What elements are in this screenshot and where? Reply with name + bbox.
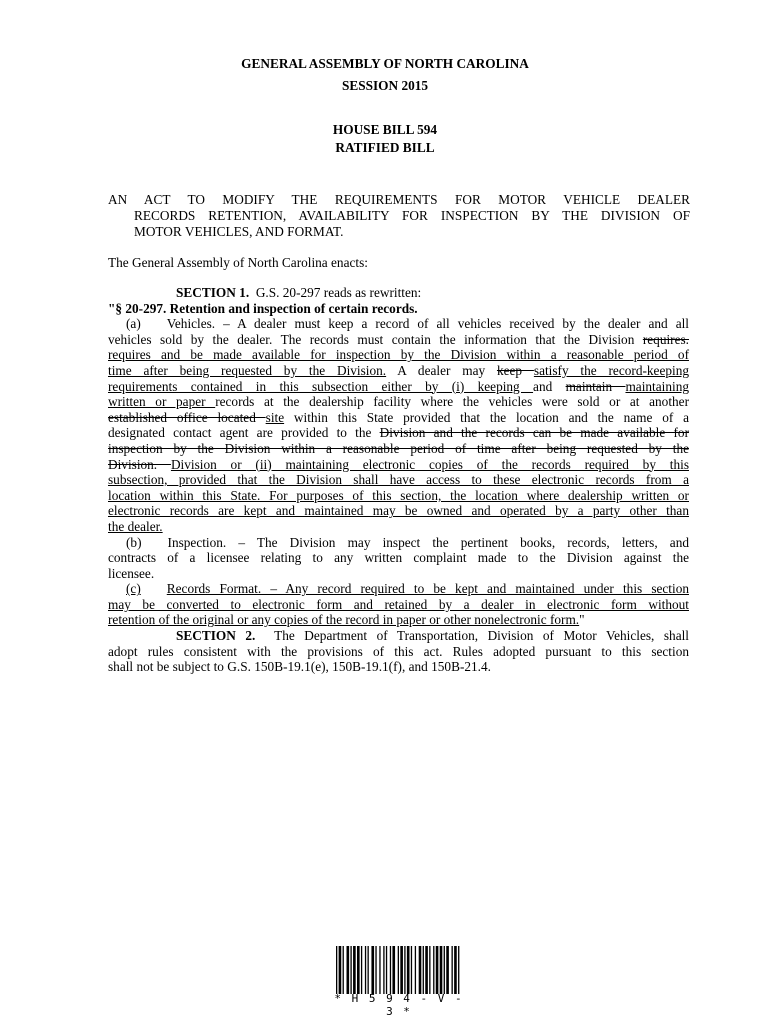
inserted-text: written or paper (108, 394, 216, 410)
bill-number: HOUSE BILL 594 (332, 122, 438, 137)
section-1-label: SECTION 1. (176, 285, 250, 300)
barcode-bar (368, 946, 369, 994)
barcode-bar (357, 946, 360, 994)
open-quote: " (108, 300, 116, 316)
subsection-a-line: location within this State. For purposes of this section, the location where dealership written or (108, 487, 689, 503)
subsection-c-line: may be converted to electronic form and retained by a dealer in electronic form without (108, 596, 689, 612)
deleted-text: requires. (642, 331, 689, 347)
subsection-a-marker: (a) (126, 316, 141, 332)
barcode-bar (458, 946, 459, 994)
barcode-bar (390, 946, 391, 994)
section-2-label: SECTION 2. (176, 628, 256, 644)
subsection-a-line: electronic records are kept and maintained may be owned and operated by a party other than (108, 503, 689, 519)
subsection-a-line: requires and be made available for inspection by the Division within a reasonable period of (108, 347, 689, 363)
barcode-bar (379, 946, 380, 994)
section-2-line: SECTION 2. The Department of Transportation, Division of Motor Vehicles, shall (176, 628, 689, 644)
enacting-clause: The General Assembly of North Carolina enacts: (108, 255, 368, 270)
subsection-a-line: inspection by the Division within a reasonable period of time after being requested by the (108, 440, 689, 456)
barcode-bar (347, 946, 350, 994)
subsection-c-marker: (c) (126, 581, 141, 597)
barcode-bar (407, 946, 410, 994)
inserted-text: maintaining (625, 378, 689, 394)
barcode-bar (383, 946, 384, 994)
bill-status: RATIFIED BILL (335, 140, 435, 155)
barcode-bar (339, 946, 342, 994)
barcode-bar (336, 946, 337, 994)
act-title-line: RECORDS RETENTION, AVAILABILITY FOR INSPECTION BY THE DIVISION OF (134, 208, 690, 223)
barcode-bar (411, 946, 412, 994)
act-title (108, 192, 690, 240)
subsection-a-line: designated contact agent are provided to the Division and the records can be made available for (108, 425, 689, 441)
barcode-bar (365, 946, 366, 994)
subsection-b-line: contracts of a licensee relating to any written complaint made to the Division against the (108, 550, 689, 566)
barcode-bar (433, 946, 434, 994)
bill-body (108, 285, 689, 675)
barcode-bar (386, 946, 387, 994)
inserted-text: time after being requested by the Division. (108, 362, 387, 378)
barcode-bar (361, 946, 362, 994)
subsection-a-line: (a) Vehicles. – A dealer must keep a record of all vehicles received by the dealer and all (126, 316, 689, 332)
subsection-c-line: retention of the original or any copies of the record in paper or other nonelectronic form." (108, 612, 585, 628)
barcode-bar (423, 946, 424, 994)
subsection-b-marker: (b) (126, 534, 142, 550)
barcode-bar (371, 946, 374, 994)
barcode-bar (454, 946, 457, 994)
act-title-line: MOTOR VEHICLES, AND FORMAT. (134, 224, 344, 239)
subsection-a-line: the dealer. (108, 518, 163, 534)
inserted-text: requirements contained in this subsection either by (i) keeping (108, 378, 534, 394)
barcode-bar (343, 946, 344, 994)
barcode-bar (415, 946, 416, 994)
barcode-bar (444, 946, 445, 994)
barcode-bar (353, 946, 356, 994)
barcode-bar (392, 946, 395, 994)
barcode-bar (436, 946, 439, 994)
deleted-text: keep (496, 362, 534, 378)
assembly-title: GENERAL ASSEMBLY OF NORTH CAROLINA (241, 56, 529, 71)
deleted-text: Division. (108, 456, 171, 472)
barcode-bar (350, 946, 351, 994)
barcode-bar (419, 946, 422, 994)
subsection-a-line: time after being requested by the Division. A dealer may keep satisfy the record-keeping (108, 362, 689, 378)
section-1-line (108, 285, 689, 301)
subsection-a-line: subsection, provided that the Division shall have access to these electronic records from a (108, 472, 689, 488)
barcode-text: * H 5 9 4 - V - 3 * (334, 992, 464, 1018)
deleted-text: maintain (565, 378, 626, 394)
close-quote: " (579, 612, 585, 628)
subsection-a-line: vehicles sold by the dealer. The records must contain the information that the Division requires. (108, 331, 689, 347)
subsection-a-line (108, 457, 689, 473)
inserted-text: satisfy the record-keeping (533, 362, 689, 378)
act-title-line: AN ACT TO MODIFY THE REQUIREMENTS FOR MOTOR VEHICLE DEALER (108, 192, 690, 207)
barcode-bar (452, 946, 453, 994)
session-title: SESSION 2015 (341, 78, 429, 93)
inserted-text: Division or (ii) maintaining electronic copies of the records required by this (170, 456, 689, 472)
barcode-bar (404, 946, 405, 994)
subsection-c-line: (c) Records Format. – Any record required to be kept and maintained under this section (126, 581, 689, 597)
inserted-text: site (265, 409, 285, 425)
section-2-line: shall not be subject to G.S. 150B-19.1(e), 150B-19.1(f), and 150B-21.4. (108, 659, 491, 675)
barcode-bar (440, 946, 443, 994)
barcode-bar (375, 946, 376, 994)
barcode-bar (425, 946, 428, 994)
deleted-text: established office located (108, 409, 266, 425)
barcode-bar (446, 946, 449, 994)
subsection-b-line: (b) Inspection. – The Division may inspect the pertinent books, records, letters, and (126, 534, 689, 550)
barcode-bar (429, 946, 430, 994)
section-2-line: adopt rules consistent with the provisions of this act. Rules adopted pursuant to this section (108, 643, 689, 659)
section-1-text: G.S. 20-297 reads as rewritten: (255, 285, 422, 300)
subsection-a-line: written or paper records at the dealership facility where the vehicles were sold or at another (108, 394, 690, 410)
barcode-image (336, 946, 462, 994)
statute-heading (108, 301, 689, 317)
subsection-a-line: established office located site within this State provided that the location and the name of a (108, 409, 689, 425)
subsection-b-line: licensee. (108, 565, 155, 581)
statute-heading-text: § 20-297. Retention and inspection of certain records. (115, 300, 418, 316)
deleted-text: Division and the records can be made available for (379, 425, 689, 441)
subsection-a-line: requirements contained in this subsection either by (i) keeping and maintain maintaining (108, 378, 689, 394)
barcode-bar (398, 946, 399, 994)
barcode-bar (400, 946, 403, 994)
